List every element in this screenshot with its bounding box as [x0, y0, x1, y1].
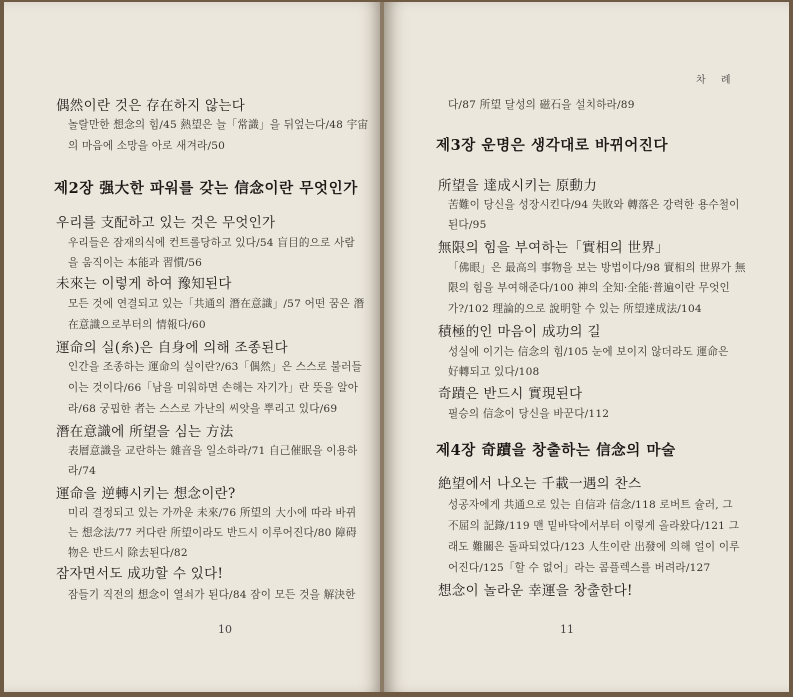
entry-line: 表層意識을 교란하는 雜音을 일소하라/71 自己催眠을 이용하	[68, 445, 358, 457]
entry-line: 어진다/125「할 수 없어」라는 콤플렉스를 버려라/127	[448, 562, 711, 574]
section-heading: 無限의 힘을 부여하는「實相의 世界」	[438, 240, 669, 256]
section-heading: 積極的인 마음이 成功의 길	[438, 324, 601, 340]
entry-line: 우리들은 잠재의식에 컨트롤당하고 있다/54 盲目的으로 사람	[68, 237, 355, 249]
section-heading: 우리를 支配하고 있는 것은 무엇인가	[56, 215, 276, 231]
page-number: 10	[218, 623, 232, 636]
left-page	[4, 2, 382, 692]
entry-line: 苦難이 당신을 성장시킨다/94 失敗와 轉落은 강력한 용수철이	[448, 199, 740, 211]
right-page	[384, 2, 789, 692]
section-heading: 運命의 실(糸)은 自身에 의해 조종된다	[56, 340, 288, 356]
section-heading: 偶然이란 것은 存在하지 않는다	[56, 98, 246, 114]
running-header: 차 례	[696, 75, 737, 86]
entry-line: 다/87 所望 달성의 磁石을 설치하라/89	[448, 99, 635, 111]
entry-line: 라/68 궁핍한 者는 스스로 가난의 씨앗을 뿌리고 있다/69	[68, 403, 338, 415]
entry-line: 「佛眼」은 最高의 事物을 보는 방법이다/98 實相의 世界가 無	[448, 262, 746, 274]
book-spread	[4, 2, 789, 692]
page-number: 11	[560, 623, 574, 636]
entry-line: 성공자에게 共通으로 있는 自信과 信念/118 로버트 슐러, 그	[448, 499, 733, 511]
chapter-heading: 제2장 强大한 파워를 갖는 信念이란 무엇인가	[54, 180, 358, 197]
entry-line: 미리 결정되고 있는 가까운 未來/76 所望의 大小에 따라 바뀌	[68, 507, 357, 519]
entry-line: 라/74	[68, 465, 97, 477]
entry-line: 인간을 조종하는 運命의 실이란?/63「偶然」은 스스로 불러들	[68, 361, 362, 373]
entry-line: 놀랄만한 想念의 힘/45 熱望은 늘「常識」을 뒤엎는다/48 宇宙	[68, 119, 369, 131]
section-heading: 잠자면서도 成功할 수 있다!	[56, 566, 224, 582]
entry-line: 을 움직이는 本能과 習慣/56	[68, 257, 203, 269]
section-heading: 未來는 이렇게 하여 豫知된다	[56, 276, 232, 292]
entry-line: 의 마음에 소망을 아로 새겨라/50	[68, 140, 226, 152]
section-heading: 運命을 逆轉시키는 想念이란?	[56, 486, 236, 502]
entry-line: 잠들기 직전의 想念이 열쇠가 된다/84 잠이 모든 것을 解決한	[68, 589, 356, 601]
entry-line: 된다/95	[448, 219, 487, 231]
section-heading: 奇蹟은 반드시 實現된다	[438, 386, 583, 402]
entry-line: 가?/102 理論的으로 說明할 수 있는 所望達成法/104	[448, 303, 702, 315]
entry-line: 不屈의 記錄/119 맨 밑바닥에서부터 이렇게 올라왔다/121 그	[448, 520, 740, 532]
chapter-heading: 제3장 운명은 생각대로 바뀌어진다	[436, 137, 669, 154]
entry-line: 好轉되고 있다/108	[448, 366, 540, 378]
section-heading: 所望을 達成시키는 原動力	[438, 178, 598, 194]
entry-line: 성실에 이기는 信念의 힘/105 눈에 보이지 않더라도 運命은	[448, 346, 729, 358]
entry-line: 필승의 信念이 당신을 바꾼다/112	[448, 408, 610, 420]
section-heading: 絶望에서 나오는 千載一遇의 찬스	[438, 476, 642, 492]
chapter-heading: 제4장 奇蹟을 창출하는 信念의 마술	[436, 442, 676, 459]
entry-line: 物은 반드시 除去된다/82	[68, 547, 188, 559]
entry-line: 이는 것이다/66「남을 미워하면 손해는 자기가」란 뜻을 알아	[68, 382, 359, 394]
entry-line: 在意識으로부터의 情報다/60	[68, 319, 206, 331]
entry-line: 모든 것에 연결되고 있는「共通의 潛在意識」/57 어떤 꿈은 潛	[68, 298, 365, 310]
section-heading: 潛在意識에 所望을 심는 方法	[56, 424, 234, 440]
entry-line: 래도 難關은 돌파되었다/123 人生이란 出發에 의해 얼이 이루	[448, 541, 740, 553]
section-heading: 想念이 놀라운 幸運을 창출한다!	[438, 583, 633, 599]
entry-line: 限의 힘을 부여해준다/100 神의 全知·全能·普遍이란 무엇인	[448, 282, 730, 294]
entry-line: 는 想念法/77 커다란 所望이라도 반드시 이루어진다/80 障碍	[68, 527, 357, 539]
